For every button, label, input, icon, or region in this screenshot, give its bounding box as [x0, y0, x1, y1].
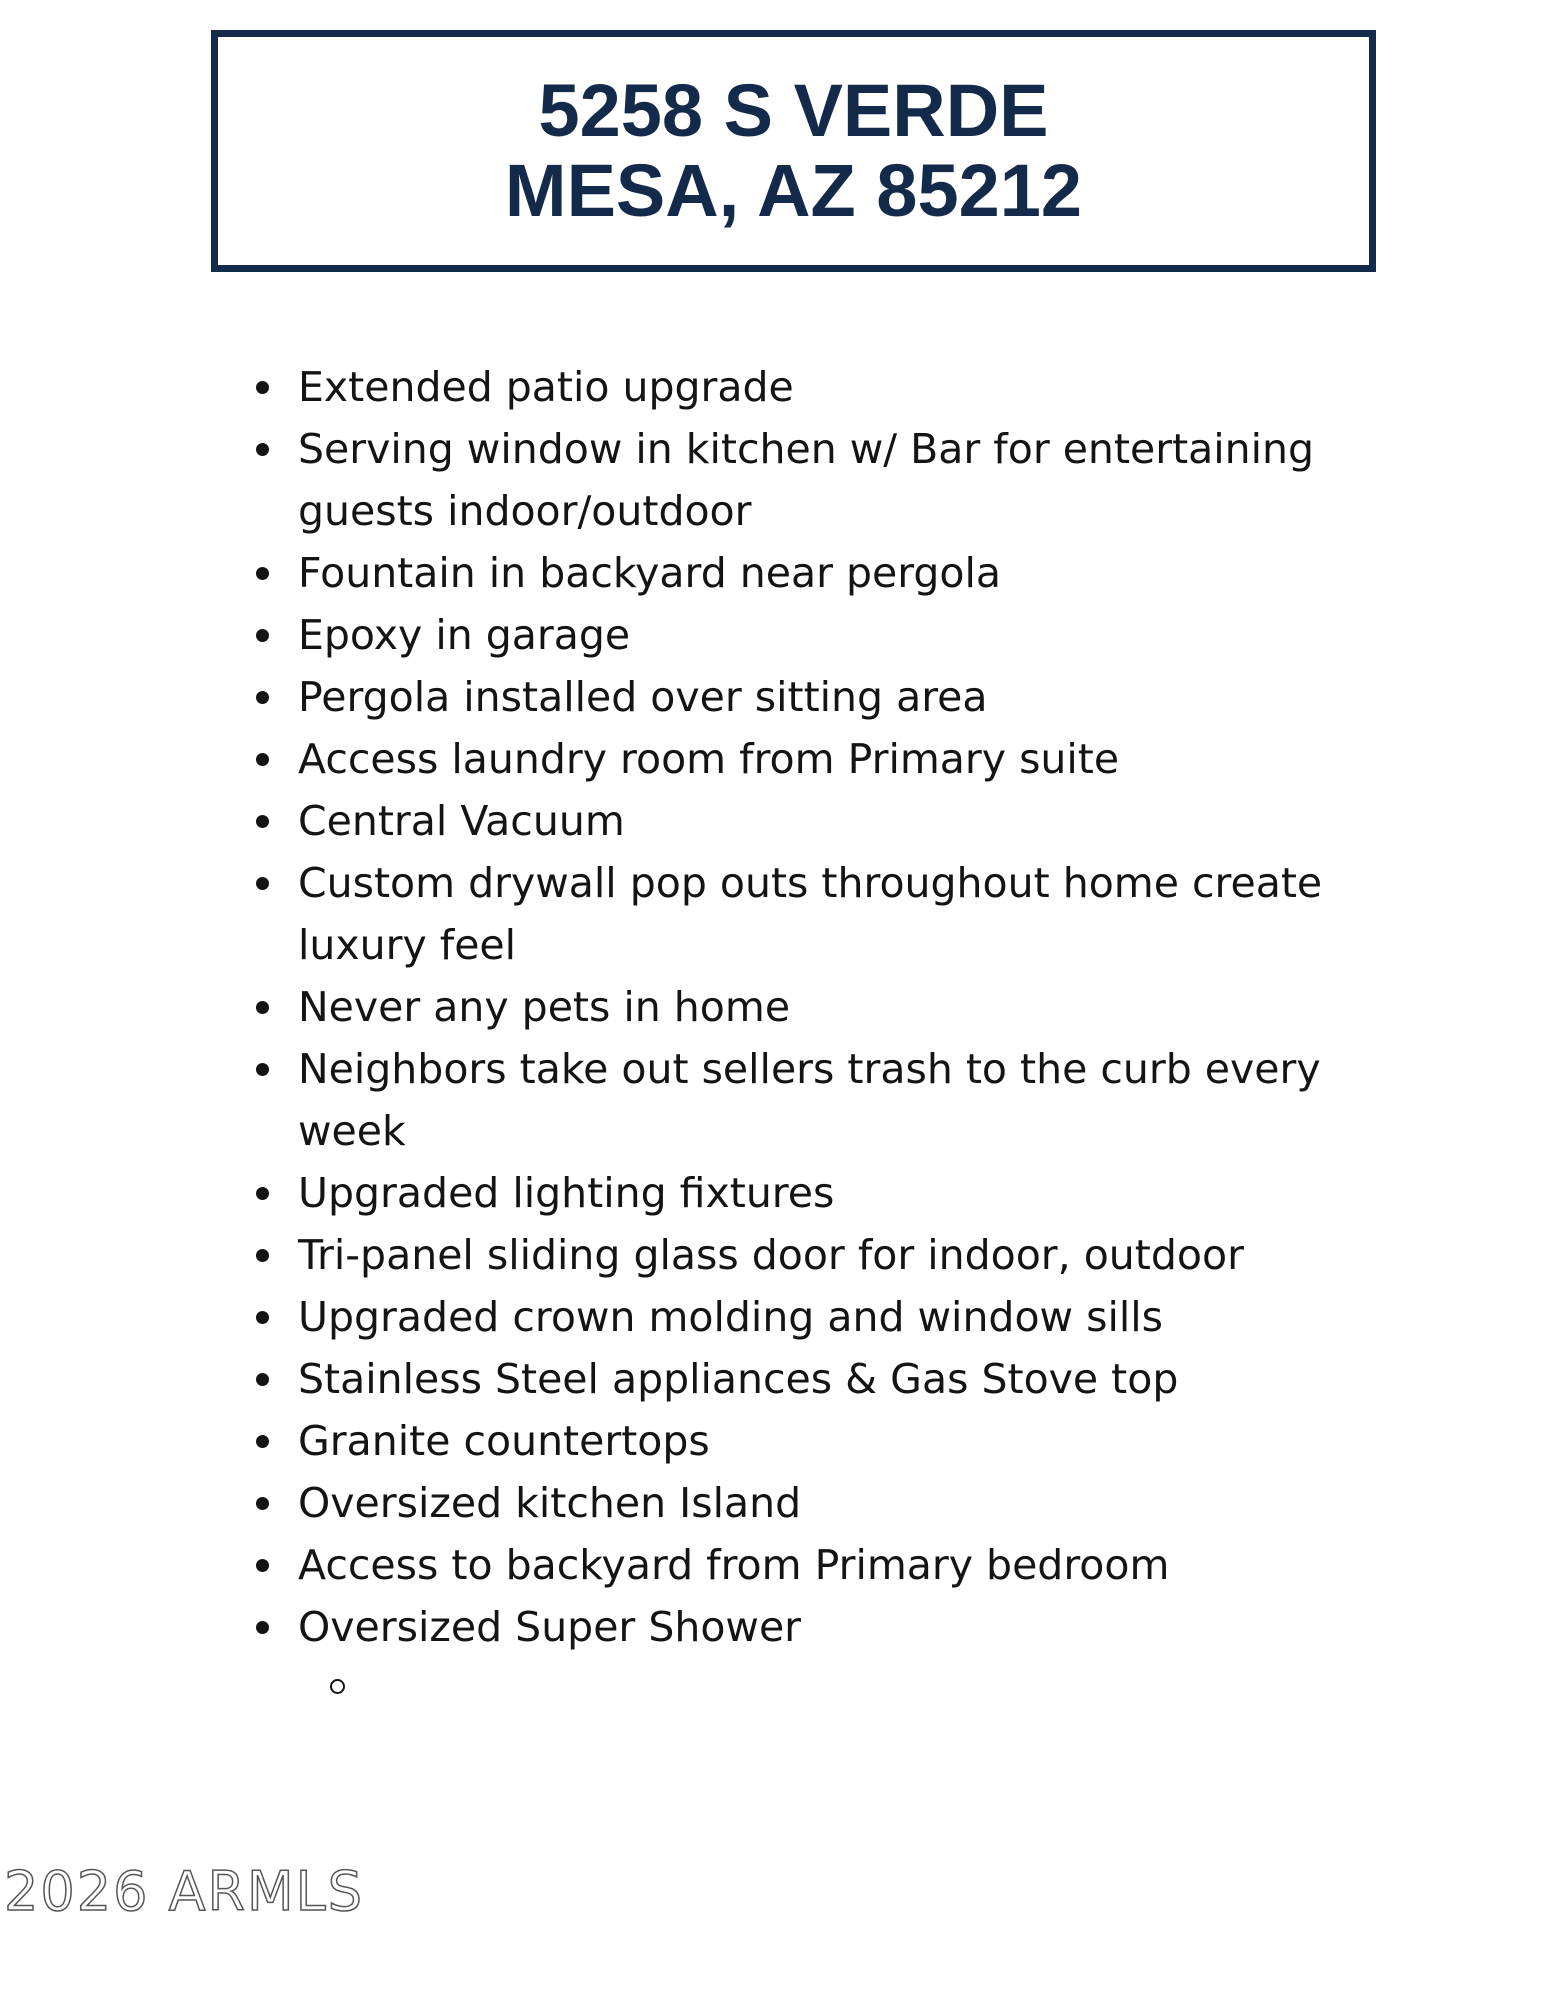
list-item	[250, 1472, 1400, 1534]
bullet-icon	[256, 1497, 269, 1510]
feature-text: Granite countertops	[298, 1417, 710, 1465]
feature-text: Stainless Steel appliances & Gas Stove top	[298, 1355, 1179, 1403]
address-header-box	[211, 30, 1376, 272]
feature-text: Access to backyard from Primary bedroom	[298, 1541, 1170, 1589]
bullet-icon	[256, 753, 269, 766]
list-item	[250, 604, 1400, 666]
bullet-icon	[256, 567, 269, 580]
address-line-city: MESA, AZ 85212	[504, 149, 1083, 232]
bullet-icon	[256, 691, 269, 704]
feature-text: Access laundry room from Primary suite	[298, 735, 1120, 783]
feature-text: Central Vacuum	[298, 797, 625, 845]
list-item	[250, 1534, 1400, 1596]
list-item	[250, 1410, 1400, 1472]
bullet-icon	[256, 629, 269, 642]
feature-text: Pergola installed over sitting area	[298, 673, 988, 721]
list-item	[250, 852, 1400, 976]
feature-text: Neighbors take out sellers trash to the curb every week	[298, 1045, 1321, 1155]
list-item	[250, 1348, 1400, 1410]
address-line-street: 5258 S VERDE	[538, 69, 1049, 152]
feature-text: Upgraded lighting fixtures	[298, 1169, 835, 1217]
bullet-icon	[256, 443, 269, 456]
bullet-icon	[256, 1559, 269, 1572]
list-item	[250, 1038, 1400, 1162]
feature-text: Epoxy in garage	[298, 611, 631, 659]
bullet-icon	[256, 1621, 269, 1634]
empty-sub-bullet-icon	[330, 1679, 345, 1694]
list-item	[250, 1224, 1400, 1286]
feature-text: Oversized Super Shower	[298, 1603, 802, 1651]
bullet-icon	[256, 1063, 269, 1076]
bullet-icon	[256, 1373, 269, 1386]
feature-text: Fountain in backyard near pergola	[298, 549, 1001, 597]
bullet-icon	[256, 1311, 269, 1324]
copyright-watermark: 2026 ARMLS	[4, 1860, 365, 1923]
bullet-icon	[256, 381, 269, 394]
feature-text: Extended patio upgrade	[298, 363, 794, 411]
feature-text: Upgraded crown molding and window sills	[298, 1293, 1164, 1341]
list-item	[250, 976, 1400, 1038]
list-item	[250, 418, 1400, 542]
list-item	[250, 542, 1400, 604]
list-item	[250, 790, 1400, 852]
list-item	[250, 356, 1400, 418]
bullet-icon	[256, 877, 269, 890]
list-item	[250, 666, 1400, 728]
feature-text: Custom drywall pop outs throughout home create luxury feel	[298, 859, 1323, 969]
bullet-icon	[256, 1187, 269, 1200]
bullet-icon	[256, 815, 269, 828]
bullet-icon	[256, 1001, 269, 1014]
feature-text: Never any pets in home	[298, 983, 791, 1031]
bullet-icon	[256, 1435, 269, 1448]
feature-text: Serving window in kitchen w/ Bar for entertaining guests indoor/outdoor	[298, 425, 1315, 535]
feature-list	[250, 356, 1400, 1658]
feature-text: Tri-panel sliding glass door for indoor, outdoor	[298, 1231, 1244, 1279]
list-item	[250, 1596, 1400, 1658]
list-item	[250, 1286, 1400, 1348]
bullet-icon	[256, 1249, 269, 1262]
feature-text: Oversized kitchen Island	[298, 1479, 802, 1527]
list-item	[250, 1162, 1400, 1224]
list-item	[250, 728, 1400, 790]
